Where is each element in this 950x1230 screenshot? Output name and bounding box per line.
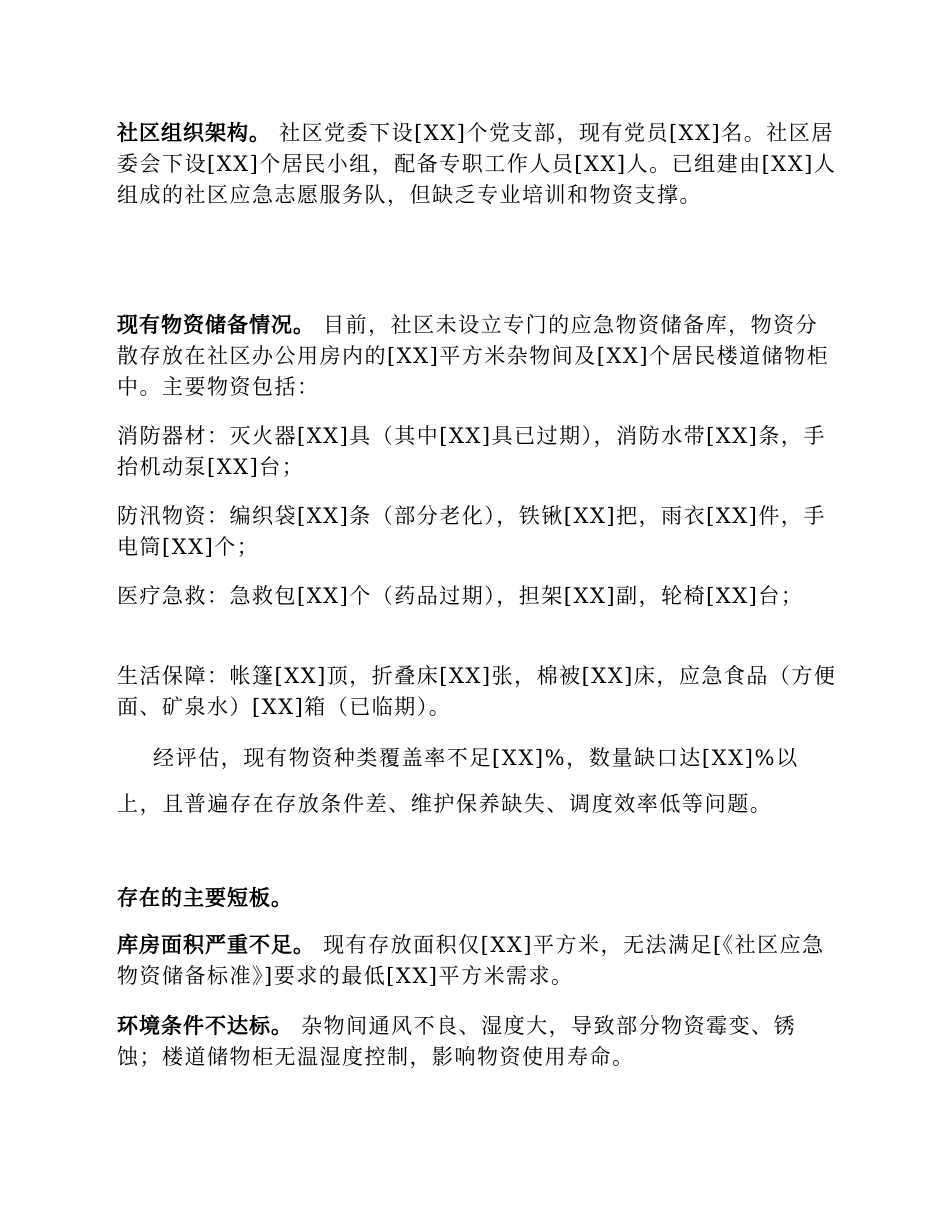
storage-body: 目前，社区未设立专门的应急物资储备库，物资分散存放在社区办公用房内的[XX]平方米杂物间及[XX]个居民楼道储物柜中。主要物资包括： [117,313,830,399]
assessment-paragraph [117,735,837,827]
shortcomings-heading: 存在的主要短板。 [117,886,293,910]
list-item-medical: 医疗急救：急救包[XX]个（药品过期），担架[XX]副，轮椅[XX]台； [117,584,804,608]
list-item-living: 生活保障：帐篷[XX]顶，折叠床[XX]张，棉被[XX]床，应急食品（方便面、矿泉水）[XX]箱（已临期）。 [117,664,837,719]
list-item-fire: 消防器材：灭火器[XX]具（其中[XX]具已过期），消防水带[XX]条，手抬机动泵[XX]台； [117,424,826,479]
area-paragraph [117,930,837,992]
area-body: 现有存放面积仅[XX]平方米，无法满足[《社区应急物资储备标准》]要求的最低[XX]平方米需求。 [117,933,825,988]
list-item-flood: 防汛物资：编织袋[XX]条（部分老化），铁锹[XX]把，雨衣[XX]件，手电筒[XX]个； [117,504,826,559]
storage-title: 现有物资储备情况。 [117,313,315,337]
environment-title: 环境条件不达标。 [117,1014,293,1038]
org-title: 社区组织架构。 [117,121,271,145]
org-paragraph [117,118,837,211]
environment-paragraph [117,1011,837,1073]
environment-body: 杂物间通风不良、湿度大，导致部分物资霉变、锈蚀；楼道储物柜无温湿度控制，影响物资使用寿命。 [117,1014,797,1069]
assessment-text: 经评估，现有物资种类覆盖率不足[XX]%，数量缺口达[XX]%以上，且普遍存在存放条件差、维护保养缺失、调度效率低等问题。 [117,746,799,816]
area-title: 库房面积严重不足。 [117,933,315,957]
org-body: 社区党委下设[XX]个党支部，现有党员[XX]名。社区居委会下设[XX]个居民小组，配备专职工作人员[XX]人。已组建由[XX]人组成的社区应急志愿服务队，但缺乏专业培训和物资支撑。 [117,121,837,207]
storage-paragraph [117,310,837,403]
